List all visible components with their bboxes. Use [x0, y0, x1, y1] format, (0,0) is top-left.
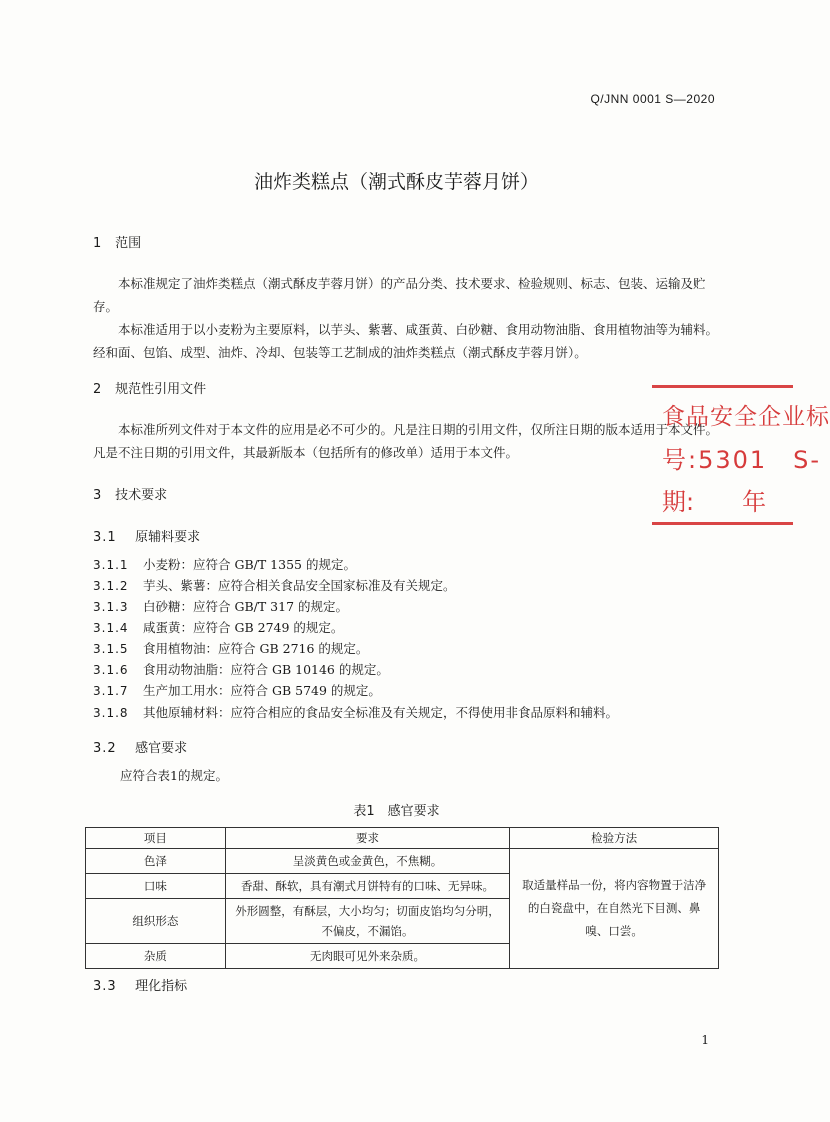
list-item-number: 3.1.1	[93, 558, 129, 572]
sensory-requirements-table	[85, 827, 719, 969]
list-item-number: 3.1.5	[93, 642, 129, 656]
list-item-number: 3.1.8	[93, 706, 129, 720]
list-item-number: 3.1.4	[93, 621, 129, 635]
list-item-text: 食用植物油：应符合 GB 2716 的规定。	[143, 641, 369, 656]
section-3-2-text: 应符合表1的规定。	[120, 768, 228, 783]
list-item-number: 3.1.6	[93, 663, 129, 677]
section-3-1-number: 3.1	[93, 530, 117, 545]
section-3-2-title: 感官要求	[135, 741, 188, 756]
list-item	[93, 660, 389, 678]
section-3-heading	[93, 484, 167, 503]
list-item-text: 生产加工用水：应符合 GB 5749 的规定。	[143, 683, 381, 698]
list-item	[93, 639, 368, 657]
table-cell-method: 取适量样品一份，将内容物置于洁净的白瓷盘中，在自然光下目测、鼻嗅、口尝。	[510, 849, 719, 969]
section-1-paragraph-2: 本标准适用于以小麦粉为主要原料，以芋头、紫薯、咸蛋黄、白砂糖、食用动物油脂、食用植物油等为辅料。经和面、包馅、成型、油炸、冷却、包装等工艺制成的油炸类糕点（潮式酥皮芋蓉月饼）。	[93, 322, 719, 360]
list-item-number: 3.1.3	[93, 600, 129, 614]
list-item	[93, 703, 618, 721]
section-3-1-title: 原辅料要求	[135, 530, 201, 545]
table-header-method: 检验方法	[510, 828, 719, 849]
section-1-heading	[93, 232, 141, 251]
list-item-text: 食用动物油脂：应符合 GB 10146 的规定。	[143, 662, 389, 677]
table-cell-item: 口味	[86, 874, 226, 899]
table-cell-requirement: 无肉眼可见外来杂质。	[225, 944, 510, 969]
table-cell-requirement: 呈淡黄色或金黄色，不焦糊。	[225, 849, 510, 874]
list-item	[93, 618, 343, 636]
table-header-row	[86, 828, 719, 849]
section-3-3-heading	[93, 975, 187, 994]
document-title: 油炸类糕点（潮式酥皮芋蓉月饼）	[253, 171, 539, 193]
section-3-2-number: 3.2	[93, 741, 117, 756]
table-cell-item: 组织形态	[86, 899, 226, 944]
section-2-title: 规范性引用文件	[115, 382, 207, 397]
table-cell-item: 杂质	[86, 944, 226, 969]
table-header-requirement: 要求	[225, 828, 510, 849]
list-item-text: 咸蛋黄：应符合 GB 2749 的规定。	[143, 620, 344, 635]
table-row	[86, 849, 719, 874]
list-item	[93, 576, 456, 594]
filing-stamp	[652, 385, 830, 525]
list-item	[93, 681, 381, 699]
document-code: Q/JNN 0001 S—2020	[590, 92, 715, 106]
section-1-paragraph-1: 本标准规定了油炸类糕点（潮式酥皮芋蓉月饼）的产品分类、技术要求、检验规则、标志、包装、运输及贮存。	[93, 276, 706, 314]
list-item-number: 3.1.7	[93, 684, 129, 698]
stamp-line-2: 号:5301 S-	[662, 446, 822, 474]
section-2-paragraph-1: 本标准所列文件对于本文件的应用是必不可少的。凡是注日期的引用文件，仅所注日期的版本适用于本文件。凡是不注日期的引用文件，其最新版本（包括所有的修改单）适用于本文件。	[93, 422, 719, 460]
list-item	[93, 555, 356, 573]
table-cell-requirement: 外形圆整，有酥层，大小均匀；切面皮馅均匀分明，不偏皮，不漏馅。	[225, 899, 510, 944]
list-item	[93, 597, 348, 615]
section-3-title: 技术要求	[115, 488, 168, 503]
section-1-title: 范围	[115, 236, 142, 251]
section-3-3-title: 理化指标	[135, 979, 188, 994]
table-cell-item: 色泽	[86, 849, 226, 874]
stamp-line-3: 期: 年	[662, 488, 767, 516]
section-3-3-number: 3.3	[93, 979, 117, 994]
section-3-number: 3	[93, 488, 102, 503]
section-3-1-heading	[93, 526, 200, 545]
list-item-text: 小麦粉：应符合 GB/T 1355 的规定。	[143, 557, 356, 572]
section-1-number: 1	[93, 236, 102, 251]
list-item-text: 芋头、紫薯：应符合相关食品安全国家标准及有关规定。	[143, 578, 456, 593]
list-item-number: 3.1.2	[93, 579, 129, 593]
section-2-number: 2	[93, 382, 102, 397]
table-header-item: 项目	[86, 828, 226, 849]
list-item-text: 其他原辅材料：应符合相应的食品安全标准及有关规定，不得使用非食品原料和辅料。	[143, 705, 619, 720]
list-item-text: 白砂糖：应符合 GB/T 317 的规定。	[143, 599, 348, 614]
table-1-caption: 表1 感官要求	[353, 804, 440, 819]
page-number: 1	[701, 1033, 709, 1047]
stamp-line-1: 食品安全企业标	[662, 404, 830, 430]
section-3-2-heading	[93, 737, 187, 756]
table-cell-requirement: 香甜、酥软，具有潮式月饼特有的口味、无异味。	[225, 874, 510, 899]
section-2-heading	[93, 378, 206, 397]
